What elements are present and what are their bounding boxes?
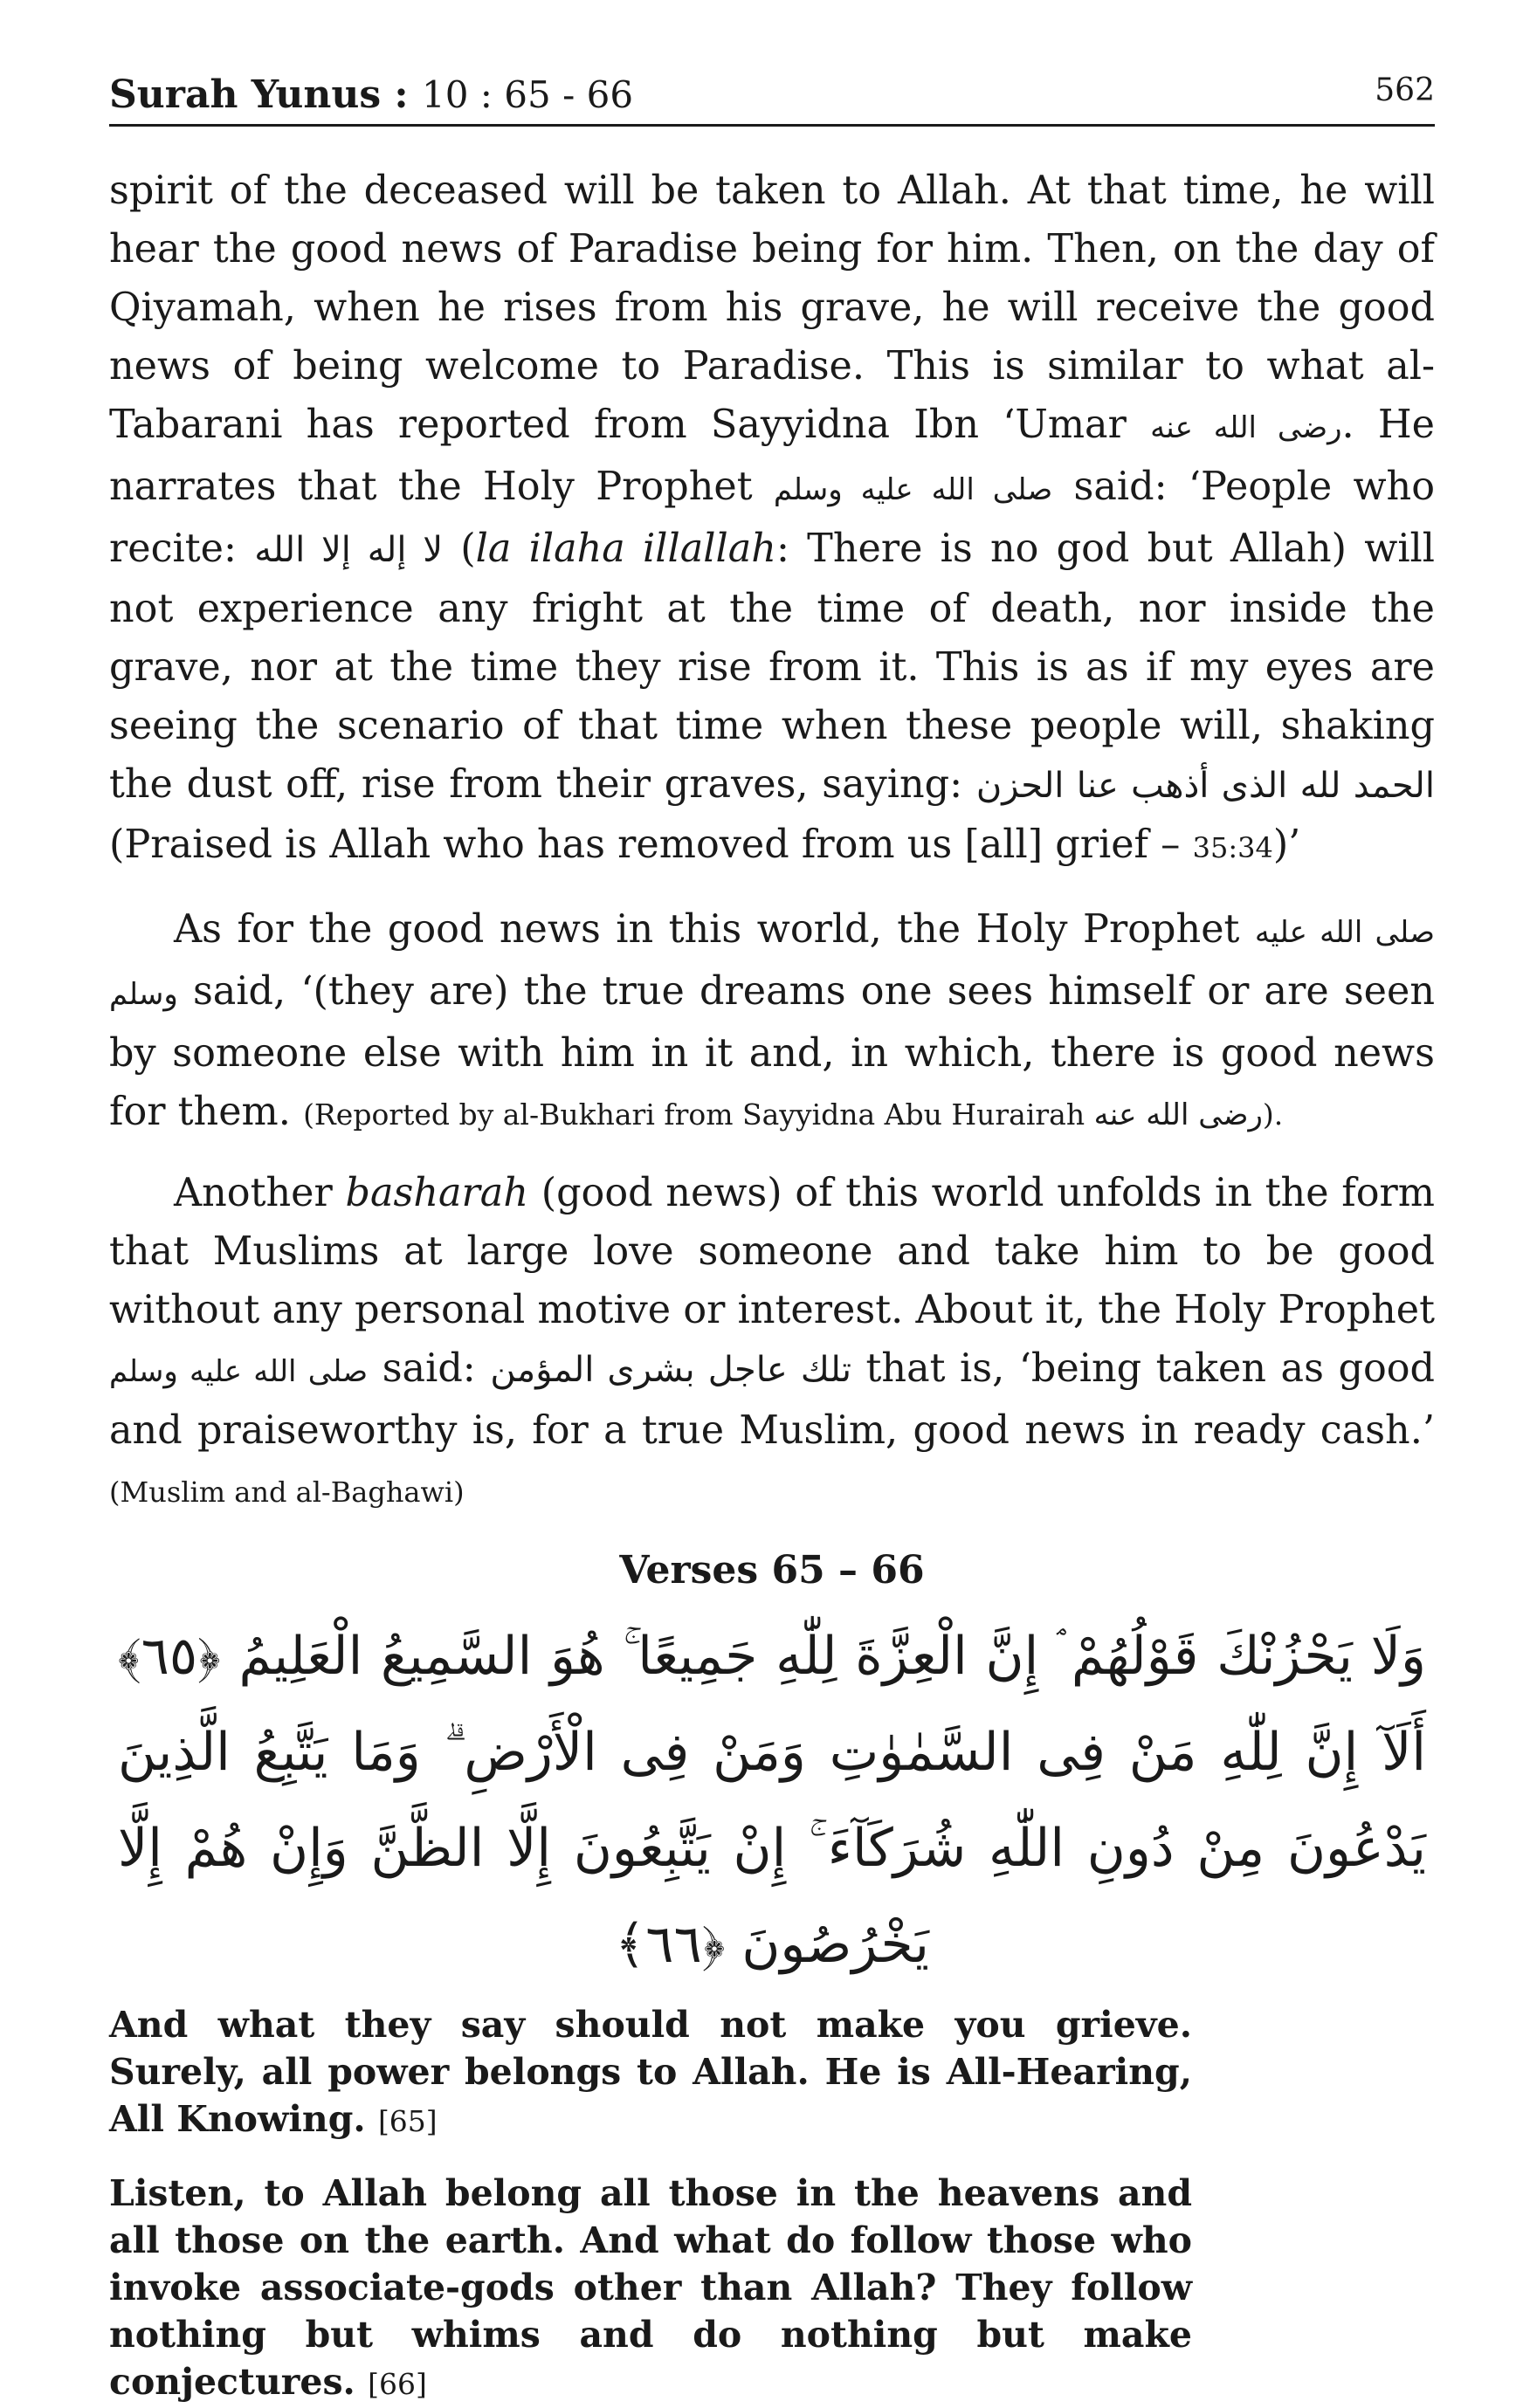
verse-number: [66] xyxy=(368,2367,427,2401)
paragraph-1: spirit of the deceased will be taken to Allah. At that time, he will hear the good news of Paradise being for him. Then, on the day of Qiyamah, when he rises from his grave, he will receive the good news of being welcome to Paradise. This is similar to what al-Tabarani has reported from Sayyidna Ibn ‘Umar رضى الله عنه. He narrates that the Holy Prophet صلى الله عليه وسلم said: ‘People who recite: لا إله إلا الله (la ilaha illallah: There is no god but Allah) will not experience any fright at the time of death, nor inside the grave, nor at the time they rise from it. This is as if my eyes are seeing the scenario of that time when these people will, shaking the dust off, rise from their graves, saying: الحمد لله الذى أذهب عنا الحزن (Praised is Allah who has removed from us [all] grief – 35:34)’ xyxy=(109,169,1436,867)
verse-number: [65] xyxy=(377,2104,438,2138)
verses-heading: Verses 65 – 66 xyxy=(619,1548,925,1593)
arabic-phrase: الحمد لله الذى أذهب عنا الحزن xyxy=(975,766,1435,806)
running-header xyxy=(109,61,1435,127)
arabic-honorific: رضى الله عنه xyxy=(1093,1097,1263,1132)
verse-reference: 10 : 65 - 66 xyxy=(421,73,634,116)
page-number: 562 xyxy=(1375,72,1435,108)
arabic-honorific: صلى الله عليه وسلم xyxy=(773,472,1053,507)
main-text xyxy=(109,162,1435,2408)
citation-note: (Muslim and al-Baghawi) xyxy=(109,1476,465,1509)
quran-verses-arabic: وَلَا يَحْزُنْكَ قَوْلُهُمْ ۘ إِنَّ الْعِزَّةَ لِلّٰهِ جَمِيعًا ۚ هُوَ السَّمِيعُ الْعَلِيمُ ﴿٦٥﴾ أَلَآ إِنَّ لِلّٰهِ مَنْ فِى السَّمٰوٰتِ وَمَنْ فِى الْأَرْضِ ۗ وَمَا يَتَّبِعُ الَّذِينَ يَدْعُونَ مِنْ دُونِ اللّٰهِ شُرَكَآءَ ۚ إِنْ يَتَّبِعُونَ إِلَّا الظَّنَّ وَإِنْ هُمْ إِلَّا يَخْرُصُونَ ﴿٦٦﴾ xyxy=(118,1626,1426,1975)
paragraph-3: Another basharah (good news) of this world unfolds in the form that Muslims at large love someone and take him to be good without any personal motive or interest. About it, the Holy Prophet صلى الله عليه وسلم said: تلك عاجل بشرى المؤمن that is, ‘being taken as good and praiseworthy is, for a true Muslim, good news in ready cash.’ (Muslim and al-Baghawi) xyxy=(109,1171,1436,1509)
arabic-honorific: صلى الله عليه وسلم xyxy=(109,1354,369,1389)
surah-name: Surah Yunus : xyxy=(109,72,409,117)
arabic-honorific: رضى الله عنه xyxy=(1150,410,1342,445)
paragraph-2: As for the good news in this world, the Holy Prophet صلى الله عليه وسلم said, ‘(they are) the true dreams one sees himself or are seen by someone else with him in it and, in which, there is good news for them. (Reported by al-Bukhari from Sayyidna Abu Hurairah رضى الله عنه). xyxy=(109,907,1435,1134)
translation-verse-66: Listen, to Allah belong all those in the heavens and all those on the earth. And what do follow those who invoke associate-gods other than Allah? They follow nothing but whims and do nothing but make conjectures. [66] xyxy=(109,2172,1192,2403)
arabic-honorific: صلى الله عليه وسلم xyxy=(109,915,1435,1012)
header-title xyxy=(109,72,633,117)
transliteration: la ilaha illallah xyxy=(475,526,776,571)
verse-ref: 35:34 xyxy=(1192,831,1273,864)
translation-verse-65: And what they say should not make you grieve. Surely, all power belongs to Allah. He is All-Hearing, All Knowing. [65] xyxy=(109,2004,1192,2140)
citation-note: (Reported by al-Bukhari from Sayyidna Abu Hurairah رضى الله عنه). xyxy=(303,1097,1284,1132)
arabic-phrase: تلك عاجل بشرى المؤمن xyxy=(490,1350,851,1390)
arabic-phrase: لا إله إلا الله xyxy=(254,530,444,570)
term-basharah: basharah xyxy=(345,1171,528,1215)
